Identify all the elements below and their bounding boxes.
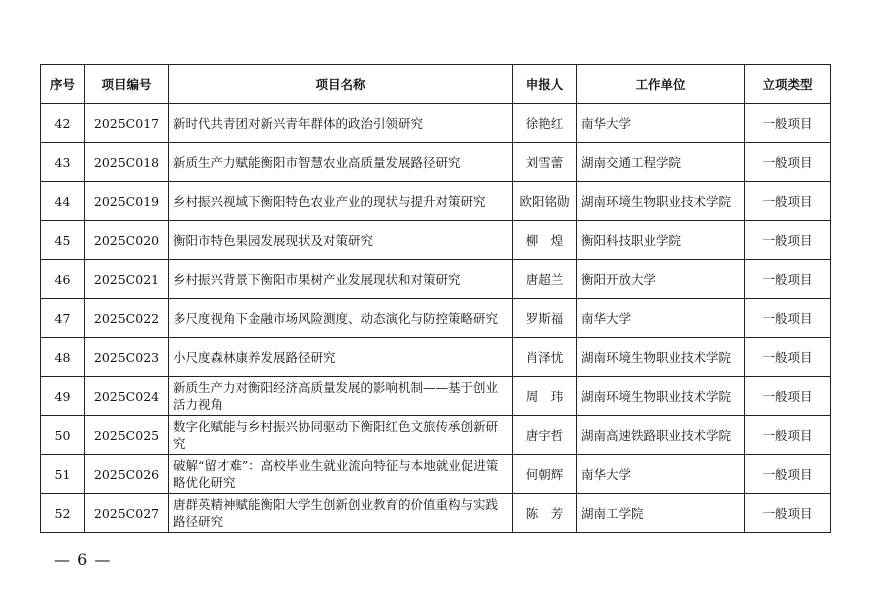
table-row — [41, 494, 831, 533]
project-table — [40, 64, 831, 533]
cell-seq: 51 — [41, 455, 85, 494]
cell-seq: 48 — [41, 338, 85, 377]
table-row — [41, 338, 831, 377]
cell-name: 唐群英精神赋能衡阳大学生创新创业教育的价值重构与实践路径研究 — [169, 494, 513, 533]
table-row — [41, 416, 831, 455]
cell-unit: 湖南环境生物职业技术学院 — [577, 182, 745, 221]
cell-applicant: 何朝辉 — [513, 455, 577, 494]
cell-name: 新质生产力对衡阳经济高质量发展的影响机制——基于创业活力视角 — [169, 377, 513, 416]
cell-name: 乡村振兴背景下衡阳市果树产业发展现状和对策研究 — [169, 260, 513, 299]
table-row — [41, 182, 831, 221]
cell-name: 多尺度视角下金融市场风险测度、动态演化与防控策略研究 — [169, 299, 513, 338]
cell-code: 2025C019 — [85, 182, 169, 221]
cell-code: 2025C026 — [85, 455, 169, 494]
cell-name: 新时代共青团对新兴青年群体的政治引领研究 — [169, 104, 513, 143]
header-applicant: 申报人 — [513, 65, 577, 104]
cell-code: 2025C023 — [85, 338, 169, 377]
table-row — [41, 377, 831, 416]
cell-name: 新质生产力赋能衡阳市智慧农业高质量发展路径研究 — [169, 143, 513, 182]
cell-type: 一般项目 — [745, 299, 831, 338]
cell-seq: 44 — [41, 182, 85, 221]
header-unit: 工作单位 — [577, 65, 745, 104]
cell-applicant: 唐宇哲 — [513, 416, 577, 455]
cell-type: 一般项目 — [745, 455, 831, 494]
cell-type: 一般项目 — [745, 416, 831, 455]
cell-unit: 湖南环境生物职业技术学院 — [577, 377, 745, 416]
cell-type: 一般项目 — [745, 494, 831, 533]
cell-unit: 南华大学 — [577, 104, 745, 143]
cell-applicant: 唐超兰 — [513, 260, 577, 299]
cell-code: 2025C020 — [85, 221, 169, 260]
cell-name: 破解“留才难”：高校毕业生就业流向特征与本地就业促进策略优化研究 — [169, 455, 513, 494]
cell-applicant: 陈 芳 — [513, 494, 577, 533]
cell-unit: 湖南环境生物职业技术学院 — [577, 338, 745, 377]
cell-name: 数字化赋能与乡村振兴协同驱动下衡阳红色文旅传承创新研究 — [169, 416, 513, 455]
cell-type: 一般项目 — [745, 377, 831, 416]
cell-name: 衡阳市特色果园发展现状及对策研究 — [169, 221, 513, 260]
cell-code: 2025C024 — [85, 377, 169, 416]
cell-unit: 衡阳开放大学 — [577, 260, 745, 299]
cell-seq: 47 — [41, 299, 85, 338]
cell-type: 一般项目 — [745, 182, 831, 221]
cell-applicant: 徐艳红 — [513, 104, 577, 143]
cell-type: 一般项目 — [745, 221, 831, 260]
cell-applicant: 周 玮 — [513, 377, 577, 416]
cell-code: 2025C021 — [85, 260, 169, 299]
cell-name: 小尺度森林康养发展路径研究 — [169, 338, 513, 377]
cell-code: 2025C022 — [85, 299, 169, 338]
cell-applicant: 罗斯福 — [513, 299, 577, 338]
cell-seq: 43 — [41, 143, 85, 182]
cell-code: 2025C025 — [85, 416, 169, 455]
cell-seq: 49 — [41, 377, 85, 416]
table-row — [41, 104, 831, 143]
cell-unit: 湖南高速铁路职业技术学院 — [577, 416, 745, 455]
cell-applicant: 刘雪蕾 — [513, 143, 577, 182]
table-row — [41, 260, 831, 299]
cell-seq: 46 — [41, 260, 85, 299]
table-row — [41, 221, 831, 260]
cell-code: 2025C027 — [85, 494, 169, 533]
cell-seq: 50 — [41, 416, 85, 455]
header-name: 项目名称 — [169, 65, 513, 104]
header-code: 项目编号 — [85, 65, 169, 104]
cell-name: 乡村振兴视域下衡阳特色农业产业的现状与提升对策研究 — [169, 182, 513, 221]
cell-code: 2025C018 — [85, 143, 169, 182]
table-header-row — [41, 65, 831, 104]
cell-unit: 湖南交通工程学院 — [577, 143, 745, 182]
table-row — [41, 299, 831, 338]
cell-unit: 衡阳科技职业学院 — [577, 221, 745, 260]
cell-applicant: 肖泽忧 — [513, 338, 577, 377]
table-row — [41, 455, 831, 494]
cell-applicant: 柳 煌 — [513, 221, 577, 260]
cell-type: 一般项目 — [745, 143, 831, 182]
cell-seq: 45 — [41, 221, 85, 260]
cell-code: 2025C017 — [85, 104, 169, 143]
cell-type: 一般项目 — [745, 338, 831, 377]
cell-unit: 南华大学 — [577, 299, 745, 338]
header-seq: 序号 — [41, 65, 85, 104]
cell-unit: 南华大学 — [577, 455, 745, 494]
header-type: 立项类型 — [745, 65, 831, 104]
cell-unit: 湖南工学院 — [577, 494, 745, 533]
page-number: — 6 — — [54, 550, 112, 569]
table-row — [41, 143, 831, 182]
cell-type: 一般项目 — [745, 104, 831, 143]
cell-seq: 42 — [41, 104, 85, 143]
cell-seq: 52 — [41, 494, 85, 533]
cell-type: 一般项目 — [745, 260, 831, 299]
cell-applicant: 欧阳铭勋 — [513, 182, 577, 221]
